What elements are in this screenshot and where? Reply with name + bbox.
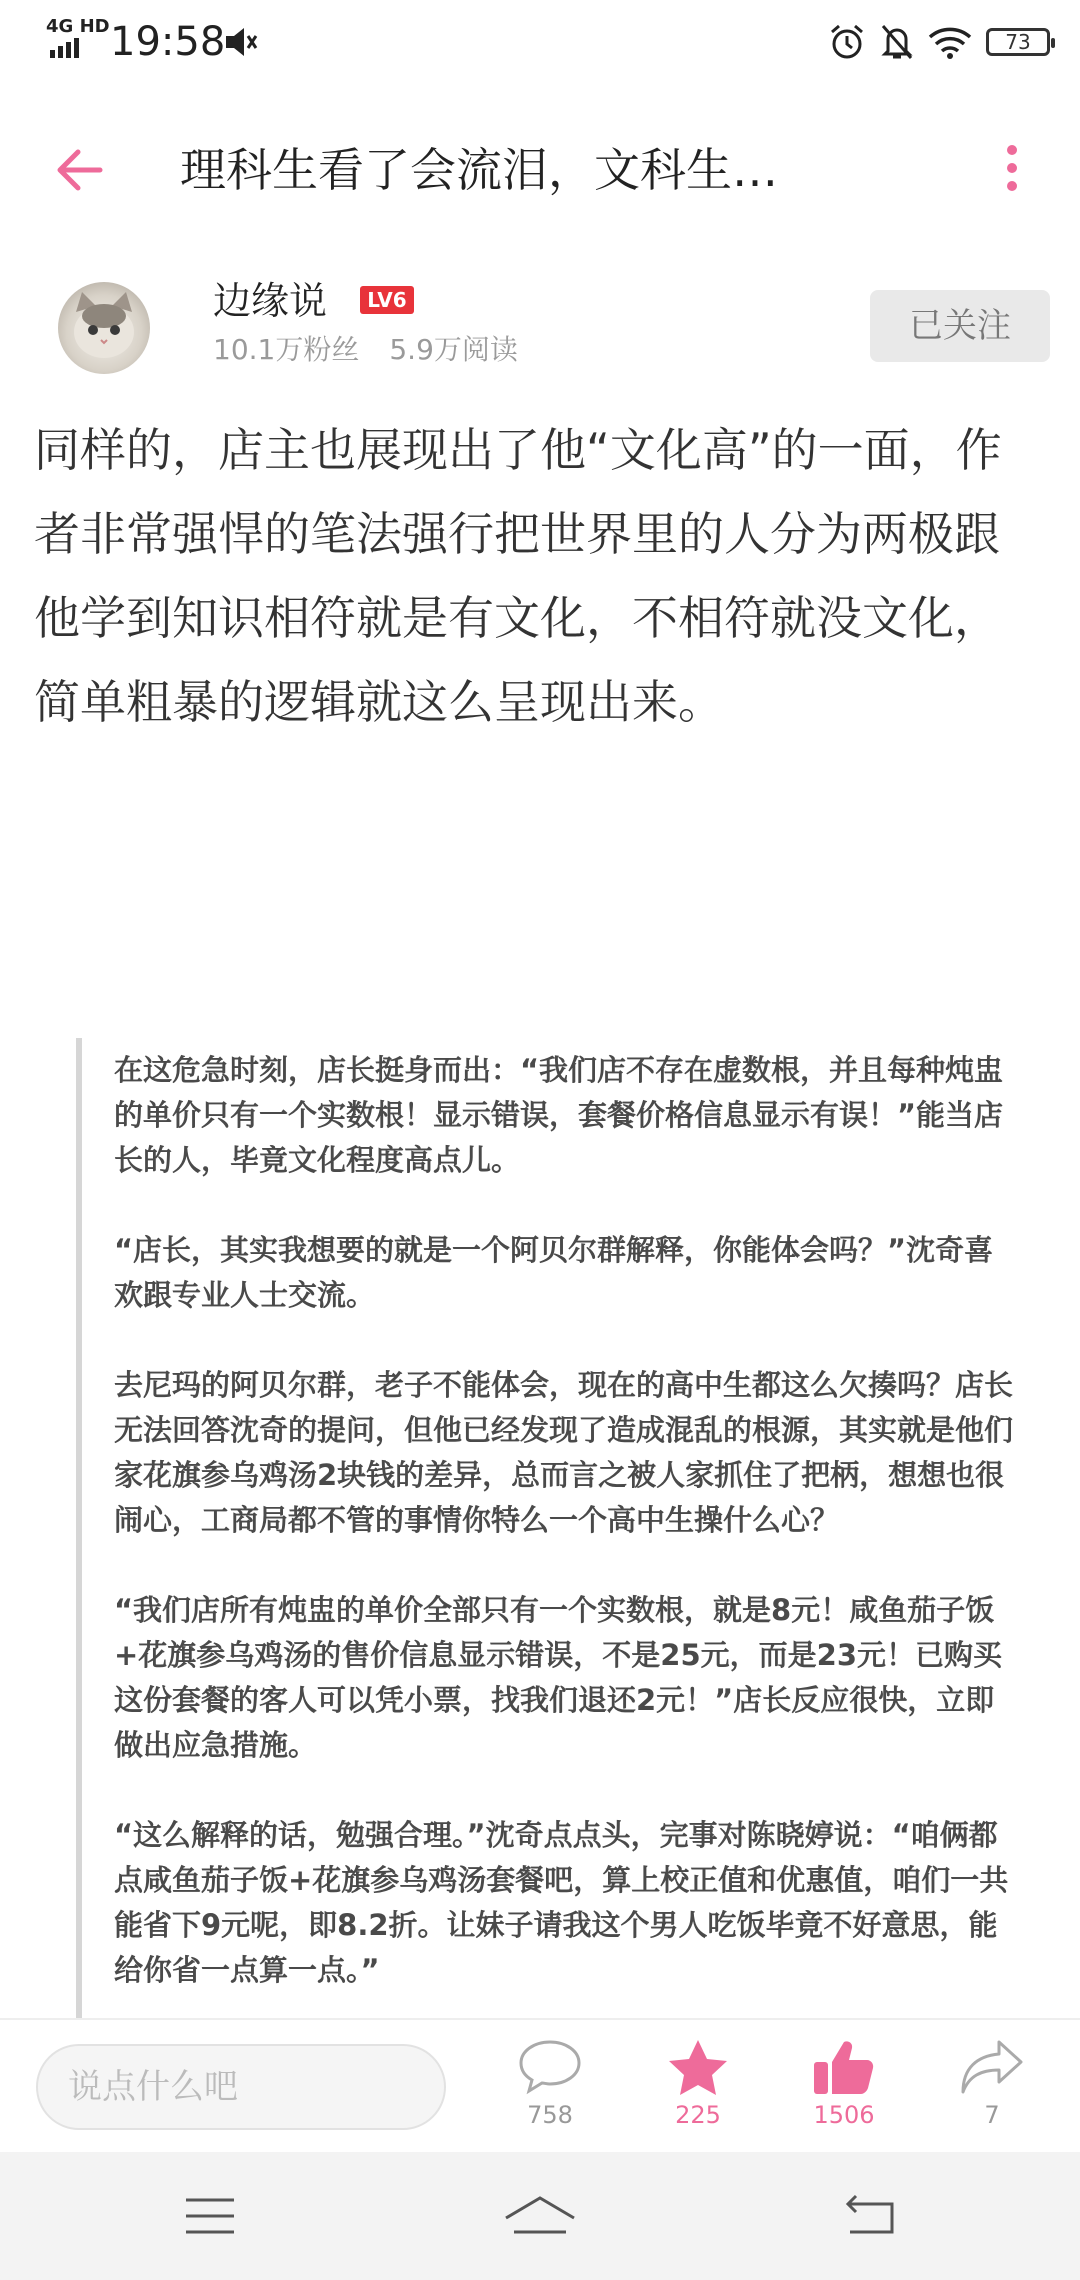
page-title: 理科生看了会流泪，文科生… <box>180 143 778 197</box>
author-stats <box>213 332 518 368</box>
bottom-action-bar <box>0 2018 1080 2154</box>
wifi-icon <box>928 25 972 59</box>
share-icon <box>959 2038 1025 2096</box>
system-nav-bar <box>0 2152 1080 2280</box>
quote-paragraph: 去尼玛的阿贝尔群，老子不能体会，现在的高中生都这么欠揍吗？店长无法回答沈奇的提问，但他已经发现了造成混乱的根源，其实就是他们家花旗参乌鸡汤2块钱的差异，总而言之被人家抓住了把柄，想想也很闹心，工商局都不管的事情你特么一个高中生操什么心？ <box>114 1368 1014 1537</box>
menu-icon[interactable] <box>180 2192 260 2242</box>
share-button[interactable] <box>942 2038 1042 2130</box>
comment-button[interactable] <box>500 2038 600 2130</box>
signal-icon <box>50 38 82 58</box>
status-bar <box>0 0 1080 84</box>
quote-paragraph: “店长，其实我想要的就是一个阿贝尔群解释，你能体会吗？”沈奇喜欢跟专业人士交流。 <box>114 1233 994 1312</box>
author-row <box>0 270 1080 390</box>
favorite-button[interactable] <box>648 2038 748 2130</box>
fans-count: 10.1万粉丝 <box>213 333 360 366</box>
like-count: 1506 <box>813 2101 875 2129</box>
avatar[interactable] <box>58 282 150 374</box>
home-icon[interactable] <box>500 2192 580 2242</box>
quote-paragraph: 在这危急时刻，店长挺身而出：“我们店不存在虚数根，并且每种炖盅的单价只有一个实数根！显示错误，套餐价格信息显示有误！”能当店长的人，毕竟文化程度高点儿。 <box>114 1053 1004 1177</box>
quoted-excerpt-image <box>76 1038 1022 2018</box>
author-name[interactable]: 边缘说 <box>213 279 328 323</box>
back-arrow-icon[interactable] <box>50 140 130 200</box>
article-paragraph: 同样的，店主也展现出了他“文化高”的一面，作者非常强悍的笔法强行把世界里的人分为两极跟他学到知识相符就是有文化，不相符就没文化，简单粗暴的逻辑就这么呈现出来。 <box>34 423 1002 729</box>
top-bar <box>0 100 1080 240</box>
comment-input[interactable]: 说点什么吧 <box>36 2044 446 2130</box>
network-indicator: 4G HD <box>46 16 110 37</box>
like-button[interactable] <box>794 2038 894 2130</box>
follow-button[interactable]: 已关注 <box>870 290 1050 362</box>
quote-paragraph: “这么解释的话，勉强合理。”沈奇点点头，完事对陈晓婷说：“咱俩都点咸鱼茄子饭+花旗参乌鸡汤套餐吧，算上校正值和优惠值，咱们一共能省下9元呢，即8.2折。让妹子请我这个男人吃饭毕竟不好意思，能给你省一点算一点。” <box>114 1818 1009 1987</box>
thumbs-up-icon <box>812 2038 876 2096</box>
battery-icon: 73 <box>986 28 1050 56</box>
star-icon <box>667 2038 729 2096</box>
clock: 19:58 <box>110 19 226 65</box>
alarm-icon <box>828 23 866 61</box>
comment-icon <box>517 2038 583 2096</box>
back-icon[interactable] <box>840 2192 920 2242</box>
more-options-icon[interactable] <box>1002 140 1042 200</box>
speaker-mute-icon <box>222 24 258 64</box>
quote-paragraph: “我们店所有炖盅的单价全部只有一个实数根，就是8元！咸鱼茄子饭+花旗参乌鸡汤的售价信息显示错误，不是25元，而是23元！已购买这份套餐的客人可以凭小票，找我们退还2元！”店长反应很快，立即做出应急措施。 <box>114 1593 1003 1762</box>
favorite-count: 225 <box>675 2101 721 2129</box>
level-badge: LV6 <box>360 286 414 314</box>
share-count: 7 <box>984 2101 1000 2129</box>
comment-count: 758 <box>527 2101 573 2129</box>
notifications-off-icon <box>880 23 914 61</box>
reads-count: 5.9万阅读 <box>389 333 518 366</box>
